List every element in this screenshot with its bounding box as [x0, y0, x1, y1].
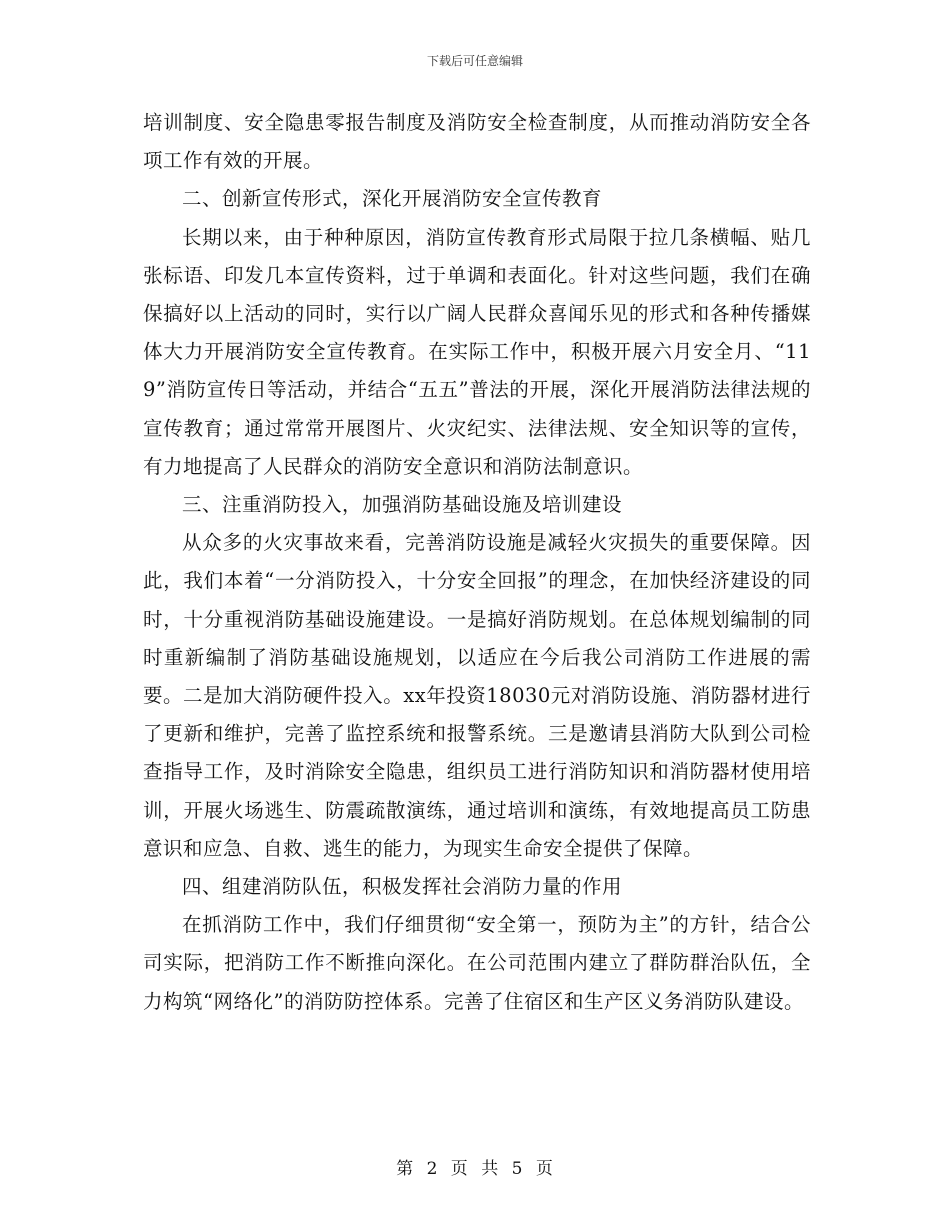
paragraph-publicity: 长期以来，由于种种原因，消防宣传教育形式局限于拉几条横幅、贴几张标语、印发几本宣传资料，过于单调和表面化。针对这些问题，我们在确保搞好以上活动的同时，实行以广阔人民群众喜闻乐见的形式和各种传播媒体大力开展消防安全宣传教育。在实际工作中，积极开展六月安全月、“119”消防宣传日等活动，并结合“五五”普法的开展，深化开展消防法律法规的宣传教育；通过常常开展图片、火灾纪实、法律法规、安全知识等的宣传，有力地提高了人民群众的消防安全意识和消防法制意识。	[143, 225, 811, 478]
footer-suffix: 页	[535, 1159, 554, 1179]
section-heading-2: 二、创新宣传形式，深化开展消防安全宣传教育	[182, 187, 603, 211]
page-header: 下载后可任意编辑	[426, 54, 523, 68]
footer-total-word: 共	[481, 1159, 500, 1179]
page-number-total: 5	[511, 1159, 524, 1179]
footer-page-word: 页	[450, 1159, 469, 1179]
page-number-current: 2	[426, 1159, 439, 1179]
paragraph-investment: 从众多的火灾事故来看，完善消防设施是减轻火灾损失的重要保障。因此，我们本着“一分消防投入，十分安全回报”的理念，在加快经济建设的同时，十分重视消防基础设施建设。一是搞好消防规划。在总体规划编制的同时重新编制了消防基础设施规划，以适应在今后我公司消防工作进展的需要。二是加大消防硬件投入。xx年投资18030元对消防设施、消防器材进行了更新和维护，完善了监控系统和报警系统。三是邀请县消防大队到公司检查指导工作，及时消除安全隐患，组织员工进行消防知识和消防器材使用培训，开展火场逃生、防震疏散演练，通过培训和演练，有效地提高员工防患意识和应急、自救、逃生的能力，为现实生命安全提供了保障。	[143, 531, 811, 860]
page-footer	[0, 1154, 950, 1179]
section-heading-3: 三、注重消防投入，加强消防基础设施及培训建设	[182, 493, 623, 517]
section-heading-4: 四、组建消防队伍，积极发挥社会消防力量的作用	[182, 875, 623, 899]
footer-prefix: 第	[396, 1159, 415, 1179]
document-body	[143, 104, 811, 1021]
paragraph-team: 在抓消防工作中，我们仔细贯彻“安全第一，预防为主”的方针，结合公司实际，把消防工作不断推向深化。在公司范围内建立了群防群治队伍，全力构筑“网络化”的消防防控体系。完善了住宿区和生产区义务消防队建设。	[143, 913, 811, 1013]
paragraph-continued: 培训制度、安全隐患零报告制度及消防安全检查制度，从而推动消防安全各项工作有效的开展。	[143, 111, 811, 173]
